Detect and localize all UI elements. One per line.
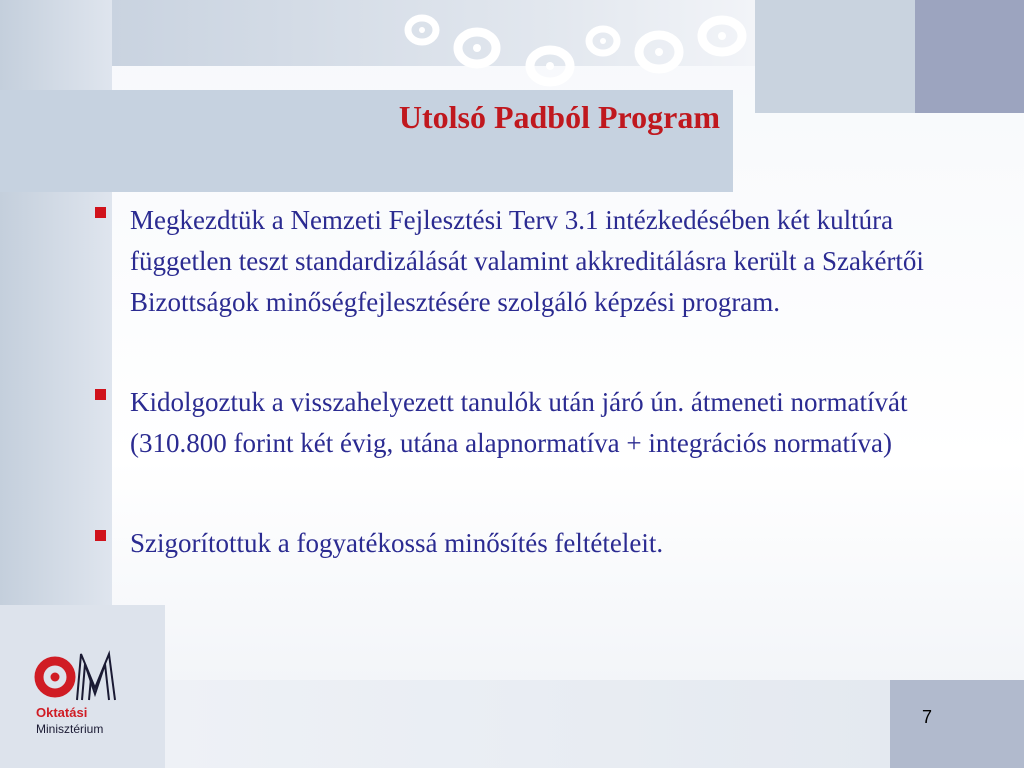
ministry-logo	[33, 648, 143, 743]
logo-text-line1: Oktatási	[36, 705, 88, 720]
bullet-text: Szigorítottuk a fogyatékossá minősítés feltételeit.	[130, 528, 664, 558]
slide-title: Utolsó Padból Program	[398, 99, 720, 135]
rings-decoration-icon	[400, 8, 760, 88]
logo-text-line2: Minisztérium	[36, 722, 104, 736]
bullet-item	[95, 200, 955, 323]
top-right-block-light	[755, 0, 915, 113]
bottom-strip	[165, 680, 890, 768]
bullet-list	[95, 200, 955, 564]
bullet-text: Megkezdtük a Nemzeti Fejlesztési Terv 3.1 intézkedésében két kultúra független teszt standardizálását valamint akkreditálásra került a Szakértői Bizottságok minőségfejlesztésére szolgáló képzési program.	[130, 205, 924, 317]
bullet-item	[95, 382, 955, 464]
page-number: 7	[922, 707, 933, 727]
top-right-block-dark	[915, 0, 1024, 113]
square-bullet-icon	[95, 389, 106, 400]
bullet-item	[95, 523, 955, 564]
om-logo-mark-icon	[33, 648, 129, 704]
bottom-right-block	[890, 680, 1024, 768]
bullet-text: Kidolgoztuk a visszahelyezett tanulók után járó ún. átmeneti normatívát (310.800 forint két évig, utána alapnormatíva + integrációs normatíva)	[130, 387, 908, 458]
square-bullet-icon	[95, 207, 106, 218]
square-bullet-icon	[95, 530, 106, 541]
